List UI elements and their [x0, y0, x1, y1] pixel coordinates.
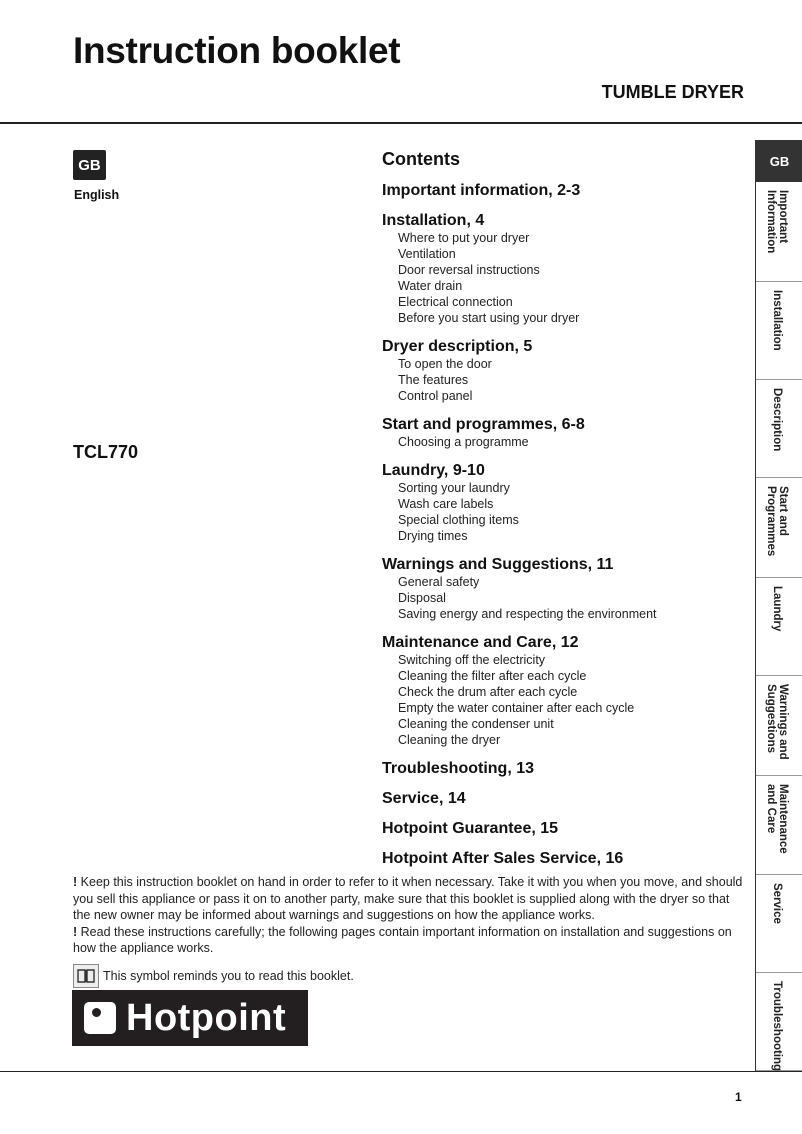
contents-section — [382, 820, 742, 838]
section-item: Switching off the electricity — [398, 653, 546, 667]
section-heading: Important information, 2-3 — [382, 182, 581, 199]
tab-label: Description — [771, 388, 783, 452]
section-item: Drying times — [398, 529, 468, 543]
tab-start-and[interactable] — [756, 478, 802, 578]
section-item: Ventilation — [398, 247, 456, 261]
notes — [73, 874, 748, 957]
section-item: Check the drum after each cycle — [398, 685, 578, 699]
section-item: Where to put your dryer — [398, 231, 530, 245]
section-item: Cleaning the condenser unit — [398, 717, 554, 731]
section-heading: Warnings and Suggestions, 11 — [382, 556, 614, 573]
section-heading: Installation, 4 — [382, 212, 485, 229]
tab-label: Installation — [771, 290, 783, 351]
tab-label: Service — [771, 883, 783, 924]
section-heading: Troubleshooting, 13 — [382, 760, 535, 777]
section-item: Water drain — [398, 279, 463, 293]
language-label: English — [74, 188, 120, 202]
contents-section — [382, 212, 742, 326]
tab-label: Troubleshooting — [771, 981, 783, 1072]
logo-text: Hotpoint — [126, 996, 287, 1039]
document-title: Instruction booklet — [73, 30, 401, 71]
warning-mark: ! — [73, 875, 78, 889]
section-item: Saving energy and respecting the environment — [398, 607, 657, 621]
contents-section — [382, 338, 742, 404]
section-heading: Dryer description, 5 — [382, 338, 533, 355]
section-item: Door reversal instructions — [398, 263, 540, 277]
model-number: TCL770 — [73, 442, 139, 462]
tab-laundry[interactable] — [756, 578, 802, 676]
tab-installation[interactable] — [756, 282, 802, 380]
section-heading: Start and programmes, 6-8 — [382, 416, 585, 433]
table-of-contents — [382, 148, 742, 880]
page-number: 1 — [735, 1090, 742, 1104]
section-item: Cleaning the dryer — [398, 733, 501, 747]
section-item: Special clothing items — [398, 513, 519, 527]
section-heading: Laundry, 9-10 — [382, 462, 485, 479]
tab-warnings-and[interactable] — [756, 676, 802, 776]
contents-section — [382, 850, 742, 868]
footer-divider — [0, 1071, 802, 1072]
tab-label: Laundry — [771, 586, 783, 632]
country-badge: GB — [73, 150, 106, 180]
logo-mark-icon — [84, 1002, 116, 1034]
section-item: Wash care labels — [398, 497, 494, 511]
tab-important[interactable] — [756, 182, 802, 282]
contents-section — [382, 790, 742, 808]
contents-section — [382, 760, 742, 778]
symbol-note — [73, 964, 354, 988]
contents-section — [382, 182, 742, 200]
contents-title: Contents — [382, 149, 460, 169]
header-divider — [0, 122, 802, 124]
section-heading: Hotpoint Guarantee, 15 — [382, 820, 559, 837]
section-item: Disposal — [398, 591, 446, 605]
section-item: General safety — [398, 575, 480, 589]
warning-mark: ! — [73, 924, 78, 939]
tab-gb[interactable]: GB — [756, 140, 802, 182]
note-read-instructions: Read these instructions carefully; the following pages contain important information on installation and suggestions on how the appliance works. — [73, 924, 732, 955]
section-heading: Service, 14 — [382, 790, 466, 807]
section-heading: Maintenance and Care, 12 — [382, 634, 579, 651]
contents-section — [382, 556, 742, 622]
note-keep-booklet: Keep this instruction booklet on hand in order to refer to it when necessary. Take it with you when you move, and should you sell this appliance or pass it on to another party, make sure that this booklet is supplied along with the dryer so that the new owner may be informed about warnings and suggestions on how the appliance works. — [73, 875, 743, 922]
contents-section — [382, 416, 742, 450]
tab-troubleshooting[interactable] — [756, 973, 802, 1071]
section-tabs — [755, 140, 802, 1072]
tab-label: Maintenance and Care — [765, 784, 789, 854]
section-heading: Hotpoint After Sales Service, 16 — [382, 850, 624, 867]
section-item: Electrical connection — [398, 295, 513, 309]
section-item: To open the door — [398, 357, 492, 371]
section-item: The features — [398, 373, 469, 387]
contents-section — [382, 462, 742, 544]
tab-label: Start and Programmes — [765, 486, 789, 557]
section-item: Empty the water container after each cycle — [398, 701, 635, 715]
tab-label: Important Information — [765, 190, 789, 254]
section-item: Cleaning the filter after each cycle — [398, 669, 587, 683]
symbol-text: This symbol reminds you to read this booklet. — [103, 969, 354, 983]
tab-label: Warnings and Suggestions — [765, 684, 789, 760]
tab-description[interactable] — [756, 380, 802, 478]
section-item: Before you start using your dryer — [398, 311, 580, 325]
section-item: Control panel — [398, 389, 473, 403]
contents-section — [382, 634, 742, 748]
book-icon — [73, 964, 99, 988]
hotpoint-logo — [72, 990, 308, 1046]
tab-maintenance[interactable] — [756, 776, 802, 875]
product-type: TUMBLE DRYER — [601, 82, 744, 102]
section-item: Choosing a programme — [398, 435, 529, 449]
tab-service[interactable] — [756, 875, 802, 973]
section-item: Sorting your laundry — [398, 481, 510, 495]
